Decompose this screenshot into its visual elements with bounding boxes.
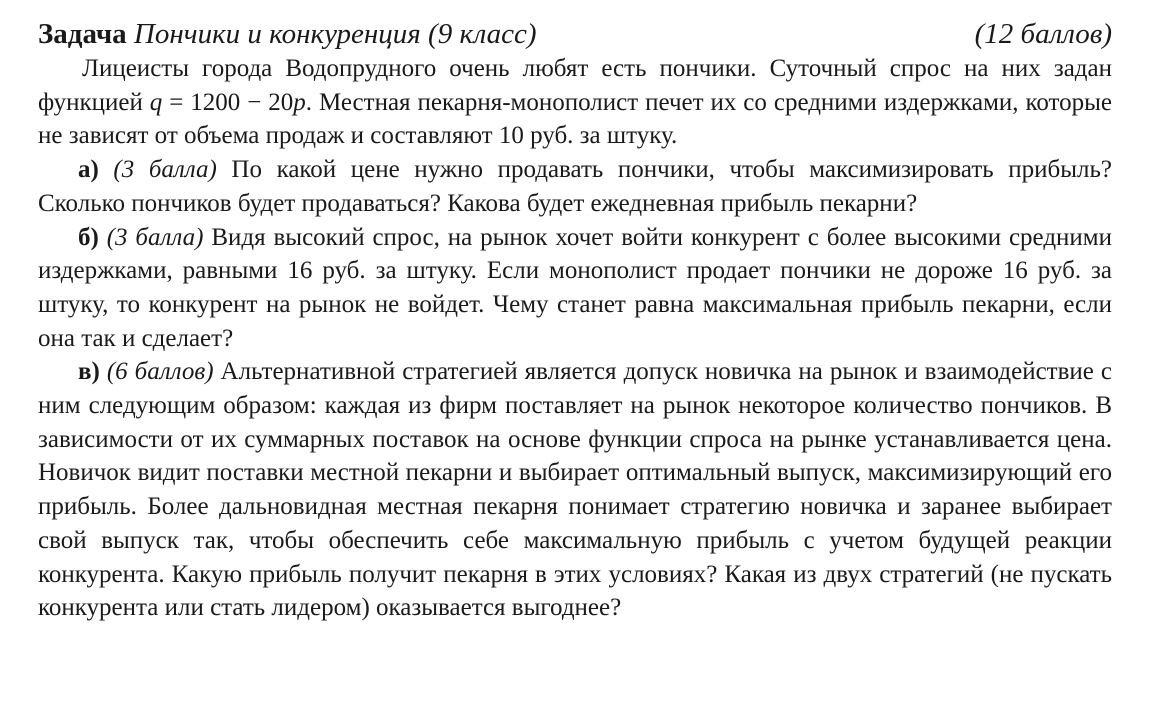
- formula-middle: = 1200 − 20: [162, 88, 294, 116]
- subquestion-c: [38, 355, 1112, 625]
- intro-text-start: Лицеисты города Водопрудного очень любят есть пончики. Суточный спрос на них задан функцией: [38, 55, 1112, 116]
- title-word: Задача: [38, 18, 127, 50]
- subquestion-label: а): [78, 156, 99, 184]
- subquestion-a: [38, 153, 1112, 220]
- problem-title: [38, 16, 537, 52]
- formula-p: p: [293, 88, 306, 116]
- subquestion-b: [38, 221, 1112, 356]
- problem-intro: [38, 52, 1112, 153]
- subquestion-label: в): [78, 358, 100, 386]
- subquestion-points: (3 балла): [106, 223, 204, 251]
- formula-q: q: [149, 88, 163, 116]
- subquestion-text: Видя высокий спрос, на рынок хочет войти конкурент с более высокими средними издержками, равными 16 руб. за штуку. Если монополист продает пончики не дороже 16 руб. за штуку, то конкурент на рынок не войдет. Чему станет равна максимальная прибыль пекарни, если она так и сделает?: [38, 223, 1112, 352]
- total-points: (12 баллов): [974, 18, 1112, 50]
- subquestion-text: Альтернативной стратегией является допуск новичка на рынок и взаимодействие с ним следующим образом: каждая из фирм поставляет на рынок некоторое количество пончиков. В зависимости от их суммарных поставок на основе функции спроса на рынке устанавливается цена. Новичок видит поставки местной пекарни и выбирает оптимальный выпуск, максимизирующий его прибыль. Более дальновидная местная пекарня понимает стратегию новичка и заранее выбирает свой выпуск так, чтобы обеспечить себе максимальную прибыль с учетом будущей реакции конкурента. Какую прибыль получит пекарня в этих условиях? Какая из двух стратегий (не пускать конкурента или стать лидером) оказывается выгоднее?: [38, 358, 1112, 622]
- subquestion-points: (3 балла): [113, 156, 217, 184]
- intro-text-end: . Местная пекарня-монополист печет их со средними издержками, которые не зависят от объема продаж и составляют 10 руб. за штуку.: [38, 88, 1113, 150]
- subquestion-text: По какой цене нужно продавать пончики, чтобы максимизировать прибыль? Сколько пончиков будет продаваться? Какова будет ежедневная прибыль пекарни?: [38, 156, 1113, 217]
- problem-header: [38, 16, 1112, 52]
- subquestion-points: (6 баллов): [106, 358, 214, 386]
- subquestion-label: б): [78, 223, 99, 251]
- title-name: Пончики и конкуренция (9 класс): [133, 18, 537, 50]
